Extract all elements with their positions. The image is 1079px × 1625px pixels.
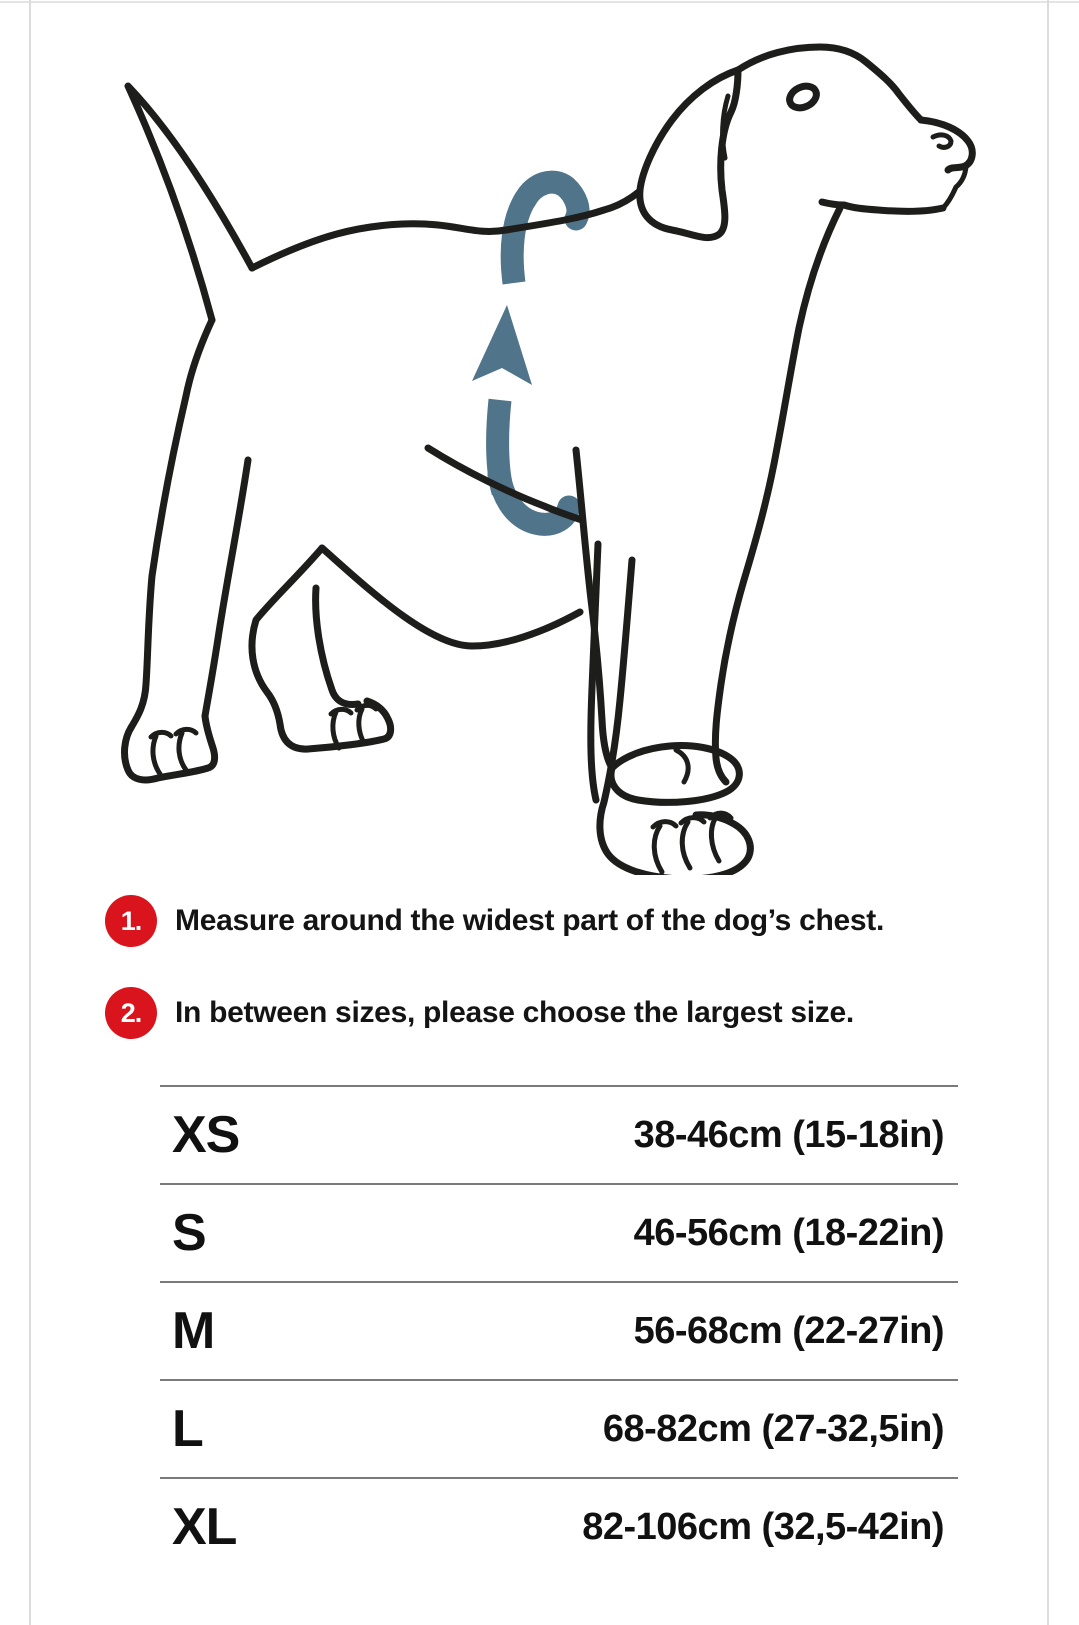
step-1-text: Measure around the widest part of the dog’s chest.	[175, 904, 884, 937]
size-range: 82-106cm (32,5-42in)	[582, 1505, 944, 1548]
size-label: L	[172, 1400, 203, 1458]
dog-illustration	[20, 20, 1060, 875]
step-2-badge: 2.	[105, 987, 157, 1039]
step-2-text: In between sizes, please choose the largest size.	[175, 996, 854, 1029]
page-top-border	[0, 1, 1079, 3]
size-label: M	[172, 1302, 215, 1360]
instruction-step-1	[105, 895, 884, 947]
dog-measure-diagram	[20, 20, 1060, 875]
band-arrowhead	[472, 305, 532, 385]
size-range: 68-82cm (27-32,5in)	[602, 1407, 944, 1450]
size-row-m	[160, 1281, 958, 1379]
step-1-badge: 1.	[105, 895, 157, 947]
size-label: XL	[172, 1498, 237, 1556]
dog-eye	[786, 82, 820, 112]
size-row-xl	[160, 1477, 958, 1575]
size-row-s	[160, 1183, 958, 1281]
size-row-xs	[160, 1085, 958, 1183]
instruction-step-2	[105, 987, 854, 1039]
size-range: 46-56cm (18-22in)	[633, 1211, 944, 1254]
size-table	[160, 1085, 958, 1575]
size-label: XS	[172, 1106, 240, 1164]
size-label: S	[172, 1204, 206, 1262]
size-range: 56-68cm (22-27in)	[633, 1309, 944, 1352]
size-row-l	[160, 1379, 958, 1477]
size-range: 38-46cm (15-18in)	[633, 1113, 944, 1156]
